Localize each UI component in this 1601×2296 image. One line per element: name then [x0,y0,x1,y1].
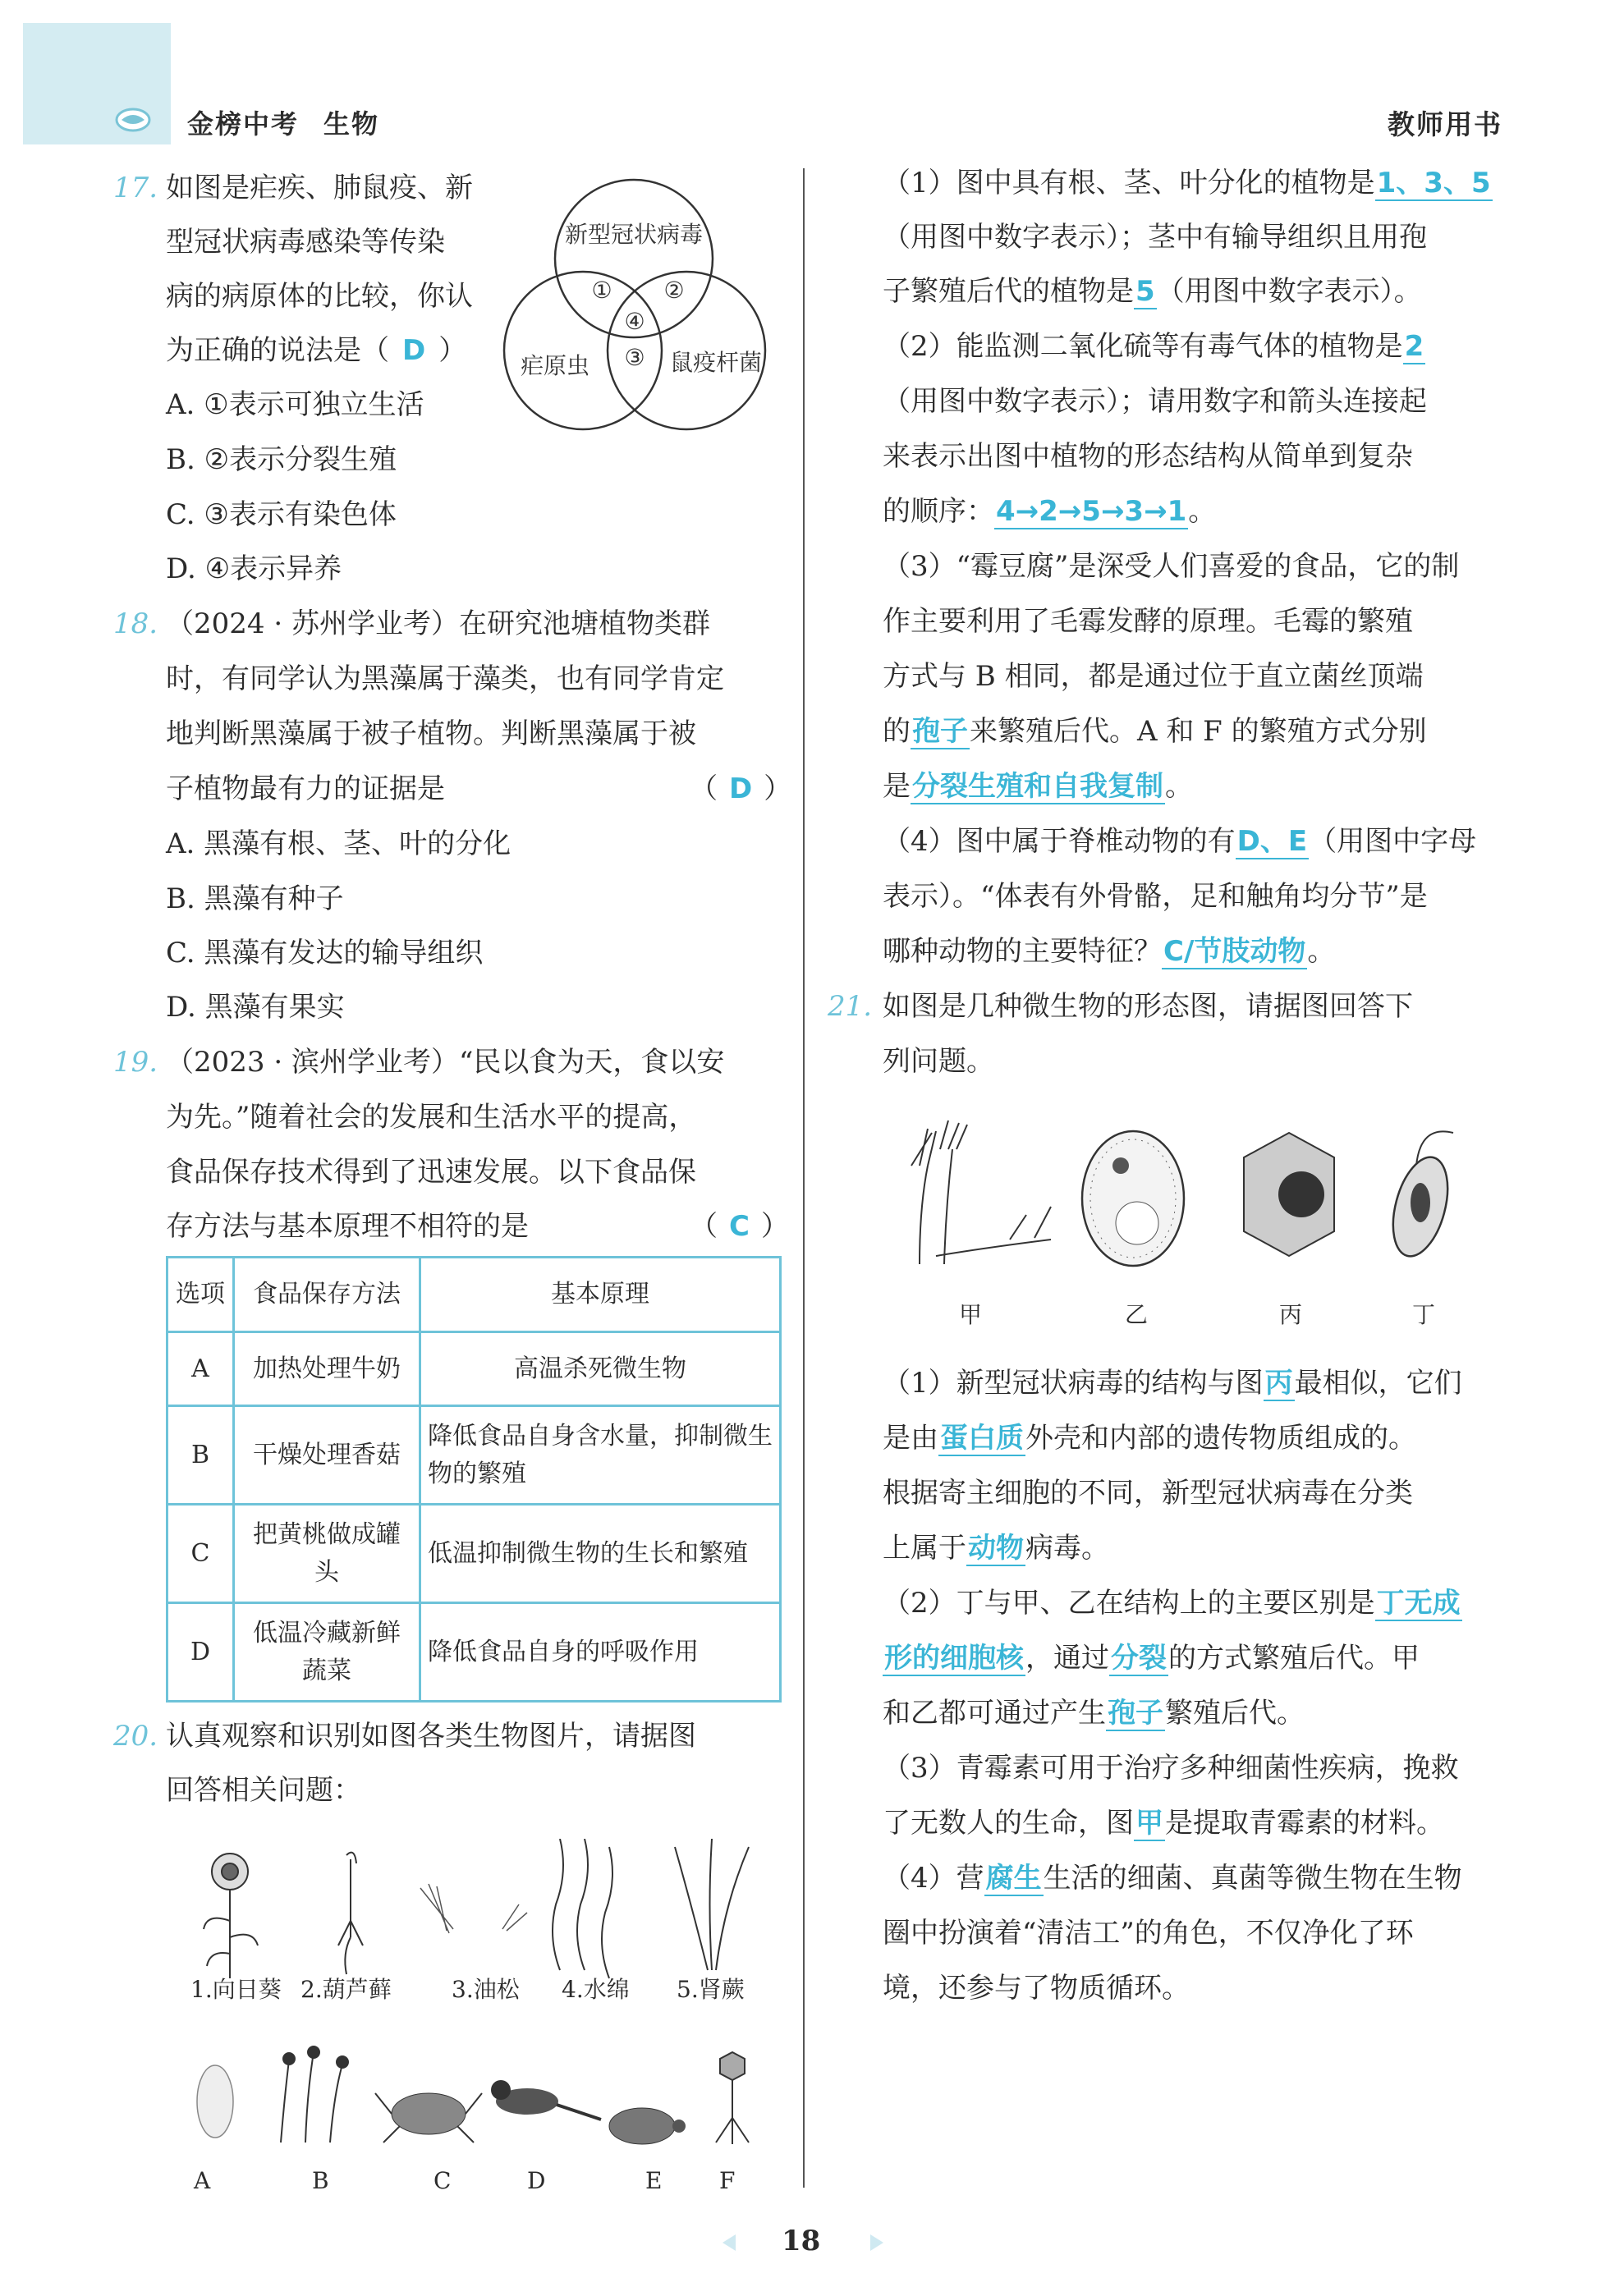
plant-caption-5: 5.肾蕨 [677,1976,745,2003]
table-header-option: 选项 [167,1258,234,1332]
page-number: 18 [782,2225,821,2257]
table-cell-option: B [167,1406,234,1505]
plant-caption-1: 1.向日葵 [190,1976,282,2003]
venn-region-4: ④ [624,308,645,335]
table-cell-option: C [167,1505,234,1603]
q18-answer: D [729,772,753,805]
q21-part4-line2: 圈中扮演着“清洁工”的角色，不仅净化了环 [883,1917,1414,1950]
q21-line-1: 如图是几种微生物的形态图，请据图回答下 [883,990,1413,1023]
q20-part2-line4 [883,484,1216,539]
q21-part1-text-a: （1）新型冠状病毒的结构与图 [883,1367,1264,1400]
q21-part1-line3: 根据寄主细胞的不同，新型冠状病毒在分类 [883,1477,1413,1510]
q20-part2-line1 [883,319,1425,374]
q20-part3-text-d: 的 [883,715,911,748]
table-cell-principle: 低温抑制微生物的生长和繁殖 [420,1505,781,1603]
q21-part2-blank1-cont: 形的细胞核 [884,1642,1024,1675]
q17-option-a: A. ①表示可独立生活 [166,388,424,421]
penicillium-icon [911,1121,1051,1264]
table-header-method: 食品保存方法 [234,1258,420,1332]
q20-line-2: 回答相关问题： [166,1774,361,1807]
brand-name: 金榜中考 [187,108,300,140]
q21-part3-line1: （3）青霉素可用于治疗多种细菌性疾病，挽救 [883,1752,1459,1785]
q19-line-2: 为先。”随着社会的发展和生活水平的提高， [166,1101,697,1134]
plant-caption-3: 3.油松 [452,1976,520,2003]
q21-part4-text-a: （4）营 [883,1862,984,1895]
q20-part1-line2: （用图中数字表示）；茎中有输导组织且用孢 [883,221,1427,254]
q19-number: 19. [113,1046,158,1079]
q20-part3-blank1: 孢子 [912,715,968,748]
q17-option-d: D. ④表示异养 [166,552,342,585]
table-cell-option: A [167,1332,234,1406]
q20-part2-line2: （用图中数字表示）；请用数字和箭头连接起 [883,385,1427,418]
q20-part2-text-d: 的顺序： [883,495,994,528]
q20-part2-text-e: 。 [1188,495,1217,528]
q18-option-b: B. 黑藻有种子 [166,882,344,915]
q20-part1-blank1: 1、3、5 [1376,167,1491,199]
bacterium-icon [1383,1131,1457,1262]
venn-label-virus: 新型冠状病毒 [564,221,704,248]
organism-caption-e: E [645,2167,663,2194]
q21-part1-text-g: 上属于 [883,1532,966,1565]
organism-caption-d: D [527,2167,546,2194]
q20-part3-line4 [883,704,1427,759]
table-header-principle: 基本原理 [420,1258,781,1332]
q17-line-3: 病的病原体的比较，你认 [166,280,473,313]
next-arrow-icon [870,2234,883,2251]
q20-part1-line3 [883,264,1422,319]
q20-part3-text-g: 是 [883,770,911,803]
q20-part1-blank2: 5 [1135,275,1155,308]
q21-number: 21. [828,990,873,1023]
q20-part4-text-e: 。 [1307,935,1336,968]
q20-number: 20. [113,1720,158,1753]
edition-label: 教师用书 [1388,108,1502,140]
q17-stem-end: 为正确的说法是（ [166,334,389,367]
prev-arrow-icon [723,2234,736,2251]
q21-part4-text-b: 生活的细菌、真菌等微生物在生物 [1043,1862,1462,1895]
q21-part1-text-h: 病毒。 [1025,1532,1109,1565]
q18-number: 18. [113,607,158,640]
table-cell-option: D [167,1603,234,1702]
q21-part3-blank1: 甲 [1135,1807,1163,1840]
organism-caption-f: F [719,2167,736,2194]
q17-answer: D [402,334,426,367]
q20-part4-text-a: （4）图中属于脊椎动物的有 [883,825,1236,858]
microbe-caption-ding: 丁 [1412,1301,1436,1328]
q21-part1-text-c: 是由 [883,1422,938,1455]
q21-part3-text-c: 是提取青霉素的材料。 [1165,1807,1444,1840]
q20-part3-line5 [883,759,1193,814]
table-cell-method: 加热处理牛奶 [234,1332,420,1406]
q20-part4-text-d: 哪种动物的主要特征？ [883,935,1162,968]
q20-line-1: 认真观察和识别如图各类生物图片，请据图 [166,1720,696,1753]
q18-option-c: C. 黑藻有发达的输导组织 [166,937,484,969]
subject-name: 生物 [323,108,380,140]
q20-part3-line2: 作主要利用了毛霉发酵的原理。毛霉的繁殖 [883,605,1413,638]
plant-caption-2: 2.葫芦藓 [300,1976,392,2003]
table-cell-principle: 高温杀死微生物 [420,1332,781,1406]
q21-part1-blank3: 动物 [968,1532,1024,1565]
plant-caption-4: 4.水绵 [562,1976,630,2003]
q20-part4-line3 [883,924,1335,979]
q20-part1-text-c: 子繁殖后代的植物是 [883,275,1134,308]
q18-open-paren: （ [690,772,718,805]
q20-part3-text-e: 来繁殖后代。A 和 F 的繁殖方式分别 [970,715,1427,748]
q21-part4-line3: 境，还参与了物质循环。 [883,1972,1190,2005]
microbe-caption-bing: 丙 [1279,1301,1303,1328]
table-cell-principle: 降低食品自身含水量，抑制微生物的繁殖 [420,1406,781,1505]
q18-line-1: （2024 · 苏州学业考）在研究池塘植物类群 [166,607,710,640]
q20-part1-text-d: （用图中数字表示）。 [1156,275,1422,308]
microbe-caption-jia: 甲 [959,1301,983,1328]
q18-option-a: A. 黑藻有根、茎、叶的分化 [166,827,511,860]
table-cell-method: 干燥处理香菇 [234,1406,420,1505]
q20-part4-text-b: （用图中字母 [1309,825,1477,858]
q21-part1-blank2: 蛋白质 [940,1422,1024,1455]
q17-number: 17. [113,172,158,204]
q19-line-1: （2023 · 滨州学业考）“民以食为天，食以安 [166,1046,725,1079]
q19-close-paren: ） [760,1210,789,1243]
table-cell-principle: 降低食品自身的呼吸作用 [420,1603,781,1702]
q20-part3-line1: （3）“霉豆腐”是深受人们喜爱的食品，它的制 [883,550,1460,583]
q21-part1-blank1: 丙 [1264,1367,1293,1400]
q18-line-2: 时，有同学认为黑藻属于藻类，也有同学肯定 [166,662,724,695]
q20-part1-text-a: （1）图中具有根、茎、叶分化的植物是 [883,167,1375,199]
q19-line-3: 食品保存技术得到了迅速发展。以下食品保 [166,1156,696,1189]
q18-line-3: 地判断黑藻属于被子植物。判断黑藻属于被 [166,717,696,750]
q18-close-paren: ） [764,772,792,805]
venn-label-plasmodium: 疟原虫 [520,352,590,379]
q21-part2-blank2: 分裂 [1111,1642,1167,1675]
q20-part4-blank1: D、E [1236,825,1308,858]
organism-caption-c: C [434,2167,452,2194]
microbe-caption-yi: 乙 [1125,1301,1149,1328]
q19-line-4: 存方法与基本原理不相符的是 [166,1210,529,1243]
venn-region-1: ① [591,277,612,304]
q21-part4-blank1: 腐生 [985,1862,1042,1895]
q21-part2-text-e: 繁殖后代。 [1165,1697,1305,1730]
virus-icon [1244,1133,1334,1256]
organism-caption-b: B [312,2167,329,2194]
q17-line-2: 型冠状病毒感染等传染 [166,226,445,259]
q17-option-c: C. ③表示有染色体 [166,498,397,531]
q20-part3-text-h: 。 [1165,770,1193,803]
table-cell-method: 低温冷藏新鲜蔬菜 [234,1603,420,1702]
yeast-icon [1082,1131,1184,1266]
q17-option-b: B. ②表示分裂生殖 [166,443,397,476]
q21-part2-blank1: 丁无成 [1376,1587,1461,1620]
venn-label-bacillus: 鼠疫杆菌 [669,349,763,376]
q21-part2-text-d: 和乙都可通过产生 [883,1697,1106,1730]
organism-caption-a: A [194,2167,211,2194]
q19-open-paren: （ [690,1210,718,1243]
microbes-illustration [887,1116,1511,1281]
q20-part3-blank2: 分裂生殖和自我复制 [912,770,1163,803]
q20-part2-blank1: 2 [1404,330,1424,363]
q19-answer: C [729,1210,750,1243]
q20-part3-line3: 方式与 B 相同，都是通过位于直立菌丝顶端 [883,660,1424,693]
q20-part2-blank2: 4→2→5→3→1 [996,495,1187,528]
q20-part4-line2: 表示）。“体表有外骨骼，足和触角均分节”是 [883,880,1428,913]
q21-part2-text-c: 的方式繁殖后代。甲 [1168,1642,1420,1675]
q18-option-d: D. 黑藻有果实 [166,991,345,1024]
q20-part2-line3: 来表示出图中植物的形态结构从简单到复杂 [883,440,1413,473]
q20-part4-line1 [883,814,1476,869]
q21-part2-text-b: ，通过 [1025,1642,1109,1675]
q21-part3-text-b: 了无数人的生命，图 [883,1807,1134,1840]
q18-line-4: 子植物最有力的证据是 [166,772,445,805]
q17-close-paren: ） [438,334,467,367]
table-cell-method: 把黄桃做成罐头 [234,1505,420,1603]
q20-part1-line1 [883,156,1493,211]
q21-line-2: 列问题。 [883,1045,994,1078]
q17-line-1: 如图是疟疾、肺鼠疫、新 [166,172,473,204]
q20-part2-text-a: （2）能监测二氧化硫等有毒气体的植物是 [883,330,1403,363]
q20-part4-blank2: C/节肢动物 [1163,935,1306,968]
q21-part2-blank3: 孢子 [1108,1697,1163,1730]
q21-part1-text-b: 最相似，它们 [1294,1367,1462,1400]
q21-part2-text-a: （2）丁与甲、乙在结构上的主要区别是 [883,1587,1375,1620]
q21-part1-text-d: 外壳和内部的遗传物质组成的。 [1025,1422,1416,1455]
venn-region-2: ② [663,277,685,304]
venn-region-3: ③ [624,344,645,371]
